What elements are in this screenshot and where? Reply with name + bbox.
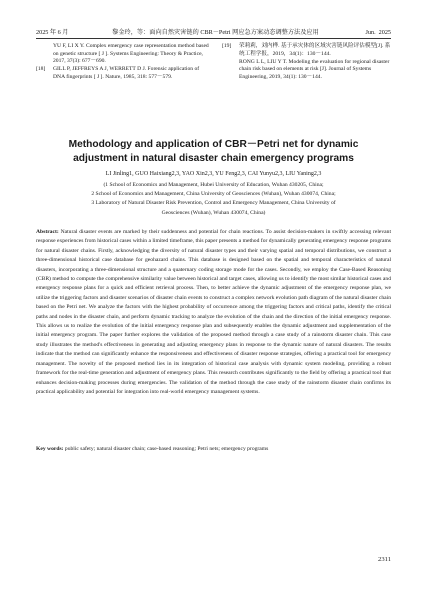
header-running-title: 黎金玲，等：面向自然灾害链的 CBR－Petri 网应急方案动态调整方法及应用 xyxy=(112,29,319,36)
affiliation-line: Geosciences (Wuhan), Wuhan 430074, China) xyxy=(161,209,266,216)
title-line-2: adjustment in natural disaster chain emergency programs xyxy=(73,153,354,164)
affiliation-line: 3 Laboratory of Natural Disaster Risk Prevention, Control and Emergency Management, China University of xyxy=(91,200,336,207)
author-list: LI Jinling1, GUO Haixiang2,3, YAO Xin2,3, YU Feng2,3, CAI Yunyu2,3, LIU Yaning2,3 xyxy=(105,171,322,177)
references-left-column xyxy=(36,43,211,82)
running-header xyxy=(36,27,391,39)
header-date: 2025 年 6 月 xyxy=(36,29,69,36)
references-right-column xyxy=(222,43,394,82)
reference-number: [19] xyxy=(222,43,232,49)
abstract-label: Abstract: xyxy=(36,229,59,235)
keywords-label: Key words: xyxy=(36,446,64,452)
reference-text: GILL P, JEFFREYS A J, WERRETT D J. Forensic application of DNA fingerprints [ J ]. Nature, 1985, 318: 577－579. xyxy=(53,66,200,80)
keywords-text: public safety; natural disaster chain; case-based reasoning; Petri nets; emergency programs xyxy=(64,446,269,452)
abstract-text: Natural disaster events are marked by their suddenness and potential for chain reactions. To assist decision-makers in swiftly accessing relevant response experiences from historical cases within a limited timeframe, this paper presents a method for dynamically generating emergency response programs for natural disaster chains. Firstly, acknowledging the diversity of natural disaster types and their varying spatial and temporal distributions, we construct a three-dimensional historical case database for geohazard chains. This database is designed based on the spatial and temporal characteristics of natural disasters, incorporating a three-dimensional structure and a quaternary coding storage mode for the cases. Secondly, we employ the Case-Based Reasoning (CBR) method to compute the comprehensive similarity value between historical and target cases, allowing us to identify the most similar historical cases and emergency response plans for a quick and efficient retrieval process. Then, to better achieve the dynamic adjustment of the emergency response plan, we utilize the triggering factors and disaster scenarios of disaster chain events to construct a complex network evolution path diagram of the natural disaster chain based on the Petri net. We analyze the factors with the highest probability of occurrence among the triggering factors and critical paths, identify the critical paths and nodes in the disaster chain, and perform dynamic tracking to analyze the evolution of the chain and the direction of the initial emergency response. This allows us to realize the evolution of the initial emergency response plan and subsequently enables the dynamic adjustment and supplementation of the initial emergency program. The paper further explores the validation of the proposed method through a case study of a rainstorm disaster chain. This case study illustrates the method's effectiveness in generating and adjusting emergency plans in response to the dynamic nature of natural disasters. The results indicate that the method can significantly enhance the responsiveness and effectiveness of disaster response strategies, offering a practical tool for emergency management. The novelty of the proposed method lies in its integration of historical case analysis with dynamic system modeling, providing a robust framework for the real-time generation and adjustment of emergency plans. This research contributes significantly to the field by offering a practical tool that enhances decision-making processes during emergencies. The validation of the method through the case study of the rainstorm disaster chain confirms its practical applicability and potential for integration into real-world emergency management systems. xyxy=(36,229,392,395)
header-issue xyxy=(362,29,391,36)
page-number: 2311 xyxy=(378,556,391,563)
affiliation-line: 2 School of Economics and Management, China University of Geosciences (Wuhan), Wuhan 430074, China; xyxy=(91,191,336,198)
reference-entry xyxy=(222,43,394,58)
paper-title xyxy=(36,138,391,166)
reference-entry xyxy=(222,59,394,82)
reference-number: [18] xyxy=(36,66,46,73)
title-line-1: Methodology and application of CBR－Petri net for dynamic xyxy=(68,139,359,150)
reference-text: 荣莉莉，刘内桦. 基于承灾体的区域灾害链风险评估模型[J]. 系统工程学报，2019，34(1)：130－144. xyxy=(239,43,391,57)
affiliations xyxy=(36,181,391,218)
abstract xyxy=(36,228,391,397)
reference-text: RONG L L, LIU Y T. Modeling the evaluation for regional disaster chain risk based on elements at risk [J]. Journal of Systems Engineering, 2019, 34(1): 130－144. xyxy=(239,58,390,80)
reference-text: YU F, LI X Y. Complex emergency case representation method based on genetic structure [ J ]. Systems Engineering: Theory & Practice, 2017, 37(3): 677－690. xyxy=(53,43,209,65)
header-month: Jun. xyxy=(365,29,376,36)
reference-entry xyxy=(36,66,211,81)
header-year: 2025 xyxy=(378,29,391,36)
affiliation-line: (1 School of Economics and Management, Hubei University of Education, Wuhan 430205, China; xyxy=(103,182,324,188)
reference-entry xyxy=(36,43,211,66)
keywords xyxy=(36,445,391,454)
